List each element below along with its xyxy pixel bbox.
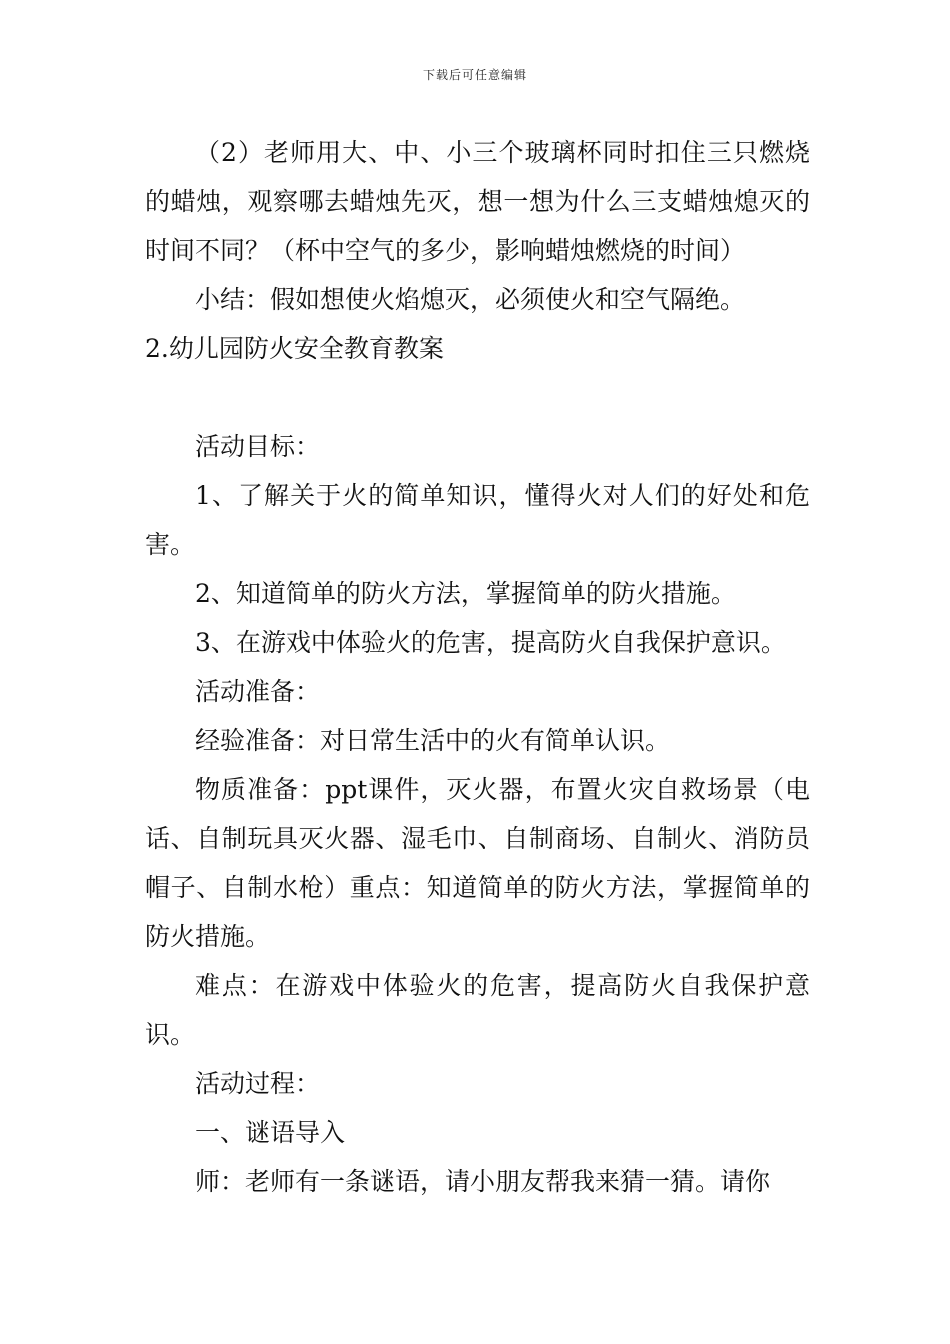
paragraph-candle-experiment: （2）老师用大、中、小三个玻璃杯同时扣住三只燃烧的蜡烛，观察哪去蜡烛先灭，想一想为什么三支蜡烛熄灭的时间不同？（杯中空气的多少，影响蜡烛燃烧的时间） <box>145 138 810 265</box>
page-header: 下载后可任意编辑 <box>422 68 527 82</box>
document-body <box>145 128 810 1206</box>
paragraph-difficulty: 难点：在游戏中体验火的危害，提高防火自我保护意识。 <box>145 971 810 1049</box>
paragraph-teacher-riddle: 师：老师有一条谜语，请小朋友帮我来猜一猜。请你 <box>195 1167 771 1196</box>
paragraph-process-heading: 活动过程： <box>195 1069 321 1098</box>
paragraph-goals-heading: 活动目标： <box>195 432 321 461</box>
paragraph-material-prep: 物质准备：ppt课件，灭火器，布置火灾自救场景（电话、自制玩具灭火器、湿毛巾、自制商场、自制火、消防员帽子、自制水枪）重点：知道简单的防火方法，掌握简单的防火措施。 <box>145 775 810 951</box>
paragraph-goal-3: 3、在游戏中体验火的危害，提高防火自我保护意识。 <box>195 628 786 657</box>
paragraph-goal-2: 2、知道简单的防火方法，掌握简单的防火措施。 <box>195 579 736 608</box>
section-heading: 2.幼儿园防火安全教育教案 <box>145 334 444 363</box>
paragraph-goal-1: 1、了解关于火的简单知识，懂得火对人们的好处和危害。 <box>145 481 810 559</box>
blank-line <box>145 373 810 422</box>
paragraph-experience-prep: 经验准备：对日常生活中的火有简单认识。 <box>195 726 671 755</box>
paragraph-prep-heading: 活动准备： <box>195 677 321 706</box>
paragraph-riddle-heading: 一、谜语导入 <box>195 1118 346 1147</box>
paragraph-summary: 小结：假如想使火焰熄灭，必须使火和空气隔绝。 <box>195 285 746 314</box>
